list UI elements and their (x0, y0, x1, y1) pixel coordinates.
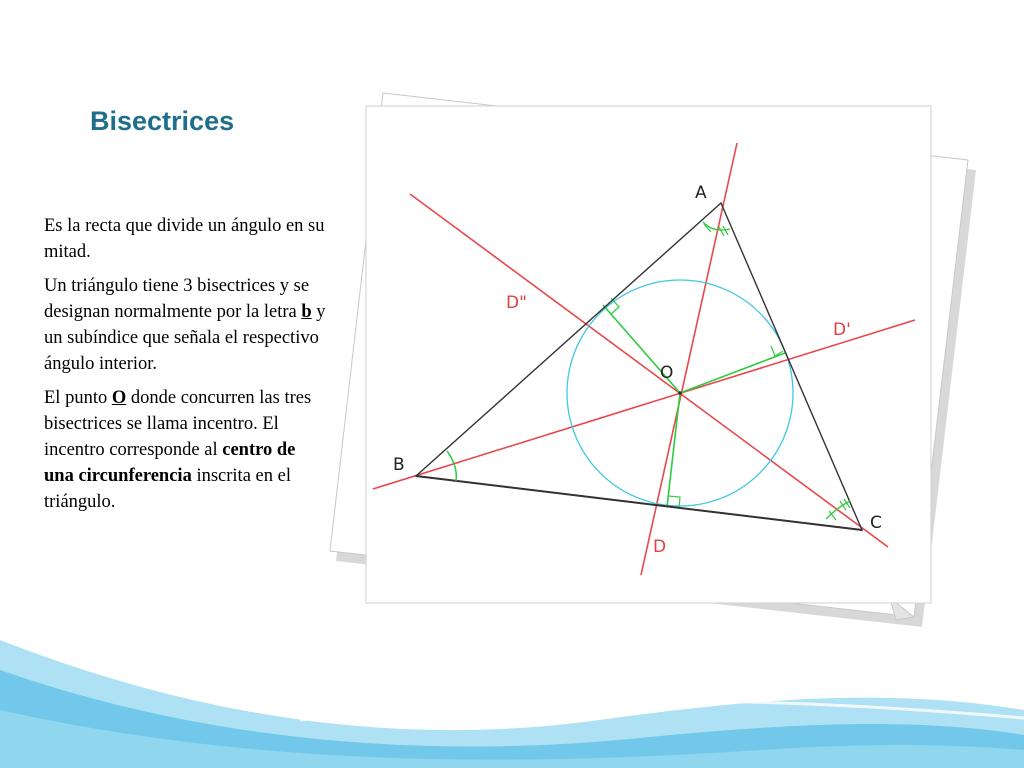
bisector-label-d: D (653, 537, 667, 557)
bisector-label-d-prime: D' (833, 320, 851, 340)
bisector-label-d-double-prime: D" (506, 293, 527, 313)
inscribed-text: inscrita en el triángulo. (44, 466, 291, 512)
letter-o: O (111, 388, 127, 408)
incentro-text: donde concurren las tres bisectrices se llama incentro. El incentro corresponde al (44, 388, 312, 460)
subindex-text: y un subíndice que señala el respectivo ángulo interior. (44, 302, 326, 374)
circle-center-text: centro de una circunferencia (44, 440, 296, 486)
incenter-point (678, 391, 682, 395)
vertex-label-a: A (695, 183, 707, 203)
vertex-label-b: B (393, 455, 405, 475)
slide-title: Bisectrices (90, 106, 235, 136)
point-text: El punto (44, 388, 112, 408)
incenter-label-o: O (660, 363, 674, 383)
triangle-text: Un triángulo tiene 3 bisectrices y se designan normalmente por la letra (44, 276, 310, 322)
letter-b: b (301, 302, 312, 322)
definition-text: Es la recta que divide un ángulo en su mitad. (44, 216, 325, 262)
vertex-label-c: C (870, 513, 882, 533)
